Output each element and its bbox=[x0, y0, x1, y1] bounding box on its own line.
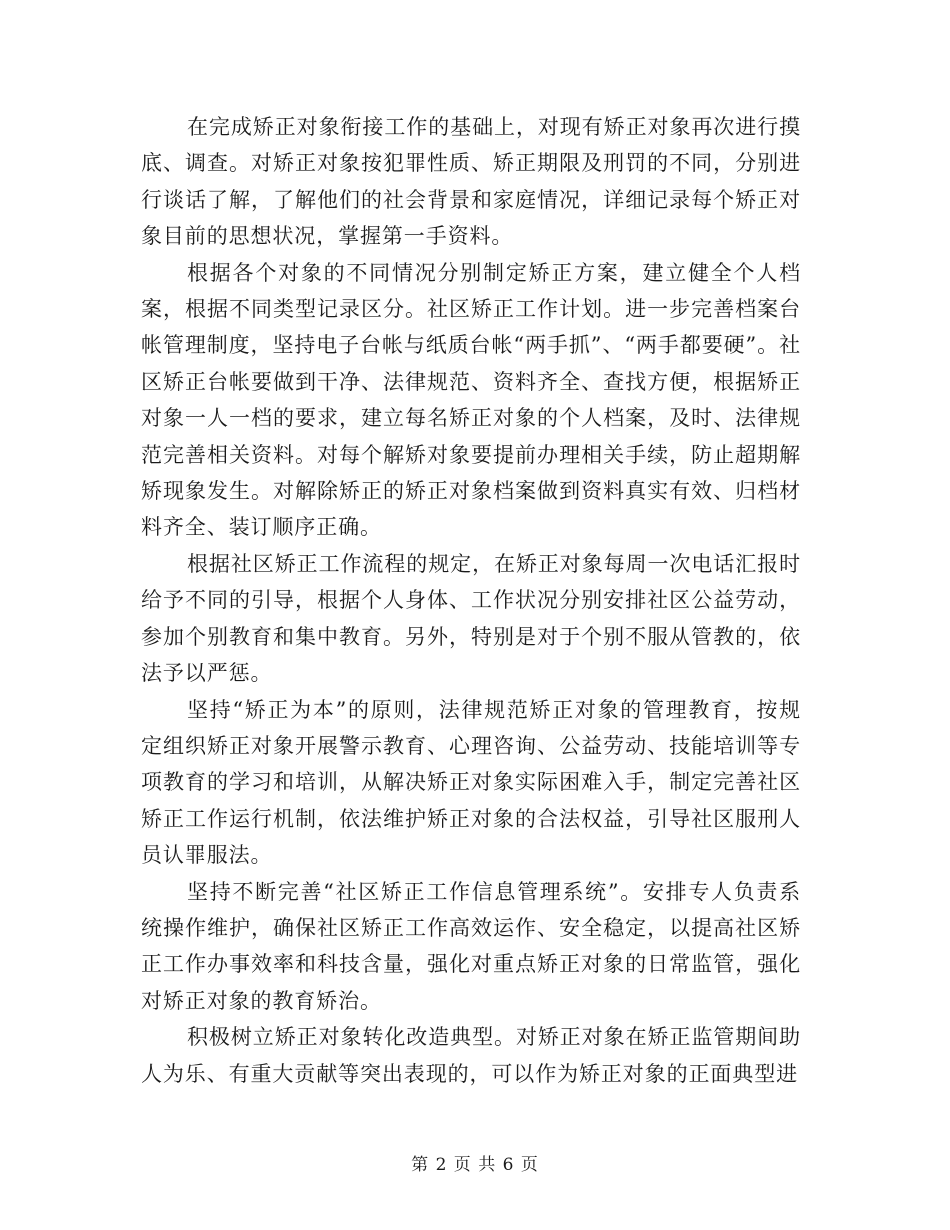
paragraph-4: 坚持“矫正为本”的原则，法律规范矫正对象的管理教育，按规定组织矫正对象开展警示教育、心理咨询、公益劳动、技能培训等专项教育的学习和培训，从解决矫正对象实际困难入手，制定完善社区矫正工作运行机制，依法维护矫正对象的合法权益，引导社区服刑人员认罪服法。 bbox=[141, 697, 801, 868]
paragraph-3: 根据社区矫正工作流程的规定，在矫正对象每周一次电话汇报时给予不同的引导，根据个人身体、工作状况分别安排社区公益劳动，参加个别教育和集中教育。另外，特别是对于个别不服从管教的，依法予以严惩。 bbox=[141, 551, 801, 686]
paragraph-1: 在完成矫正对象衔接工作的基础上，对现有矫正对象再次进行摸底、调查。对矫正对象按犯罪性质、矫正期限及刑罚的不同，分别进行谈话了解，了解他们的社会背景和家庭情况，详细记录每个矫正对象目前的思想状况，掌握第一手资料。 bbox=[141, 115, 801, 249]
paragraph-6: 积极树立矫正对象转化改造典型。对矫正对象在矫正监管期间助人为乐、有重大贡献等突出表现的，可以作为矫正对象的正面典型进 bbox=[141, 1025, 801, 1086]
page-footer: 第 2 页 共 6 页 bbox=[411, 1155, 539, 1175]
paragraph-5: 坚持不断完善“社区矫正工作信息管理系统”。安排专人负责系统操作维护，确保社区矫正工作高效运作、安全稳定，以提高社区矫正工作办事效率和科技含量，强化对重点矫正对象的日常监管，强化对矫正对象的教育矫治。 bbox=[141, 879, 801, 1013]
document-body bbox=[141, 109, 801, 1092]
paragraph-2: 根据各个对象的不同情况分别制定矫正方案，建立健全个人档案，根据不同类型记录区分。社区矫正工作计划。进一步完善档案台帐管理制度，坚持电子台帐与纸质台帐“两手抓”、“两手都要硬”。社区矫正台帐要做到干净、法律规范、资料齐全、查找方便，根据矫正对象一人一档的要求，建立每名矫正对象的个人档案，及时、法律规范完善相关资料。对每个解矫对象要提前办理相关手续，防止超期解矫现象发生。对解除矫正的矫正对象档案做到资料真实有效、归档材料齐全、装订顺序正确。 bbox=[141, 260, 801, 540]
